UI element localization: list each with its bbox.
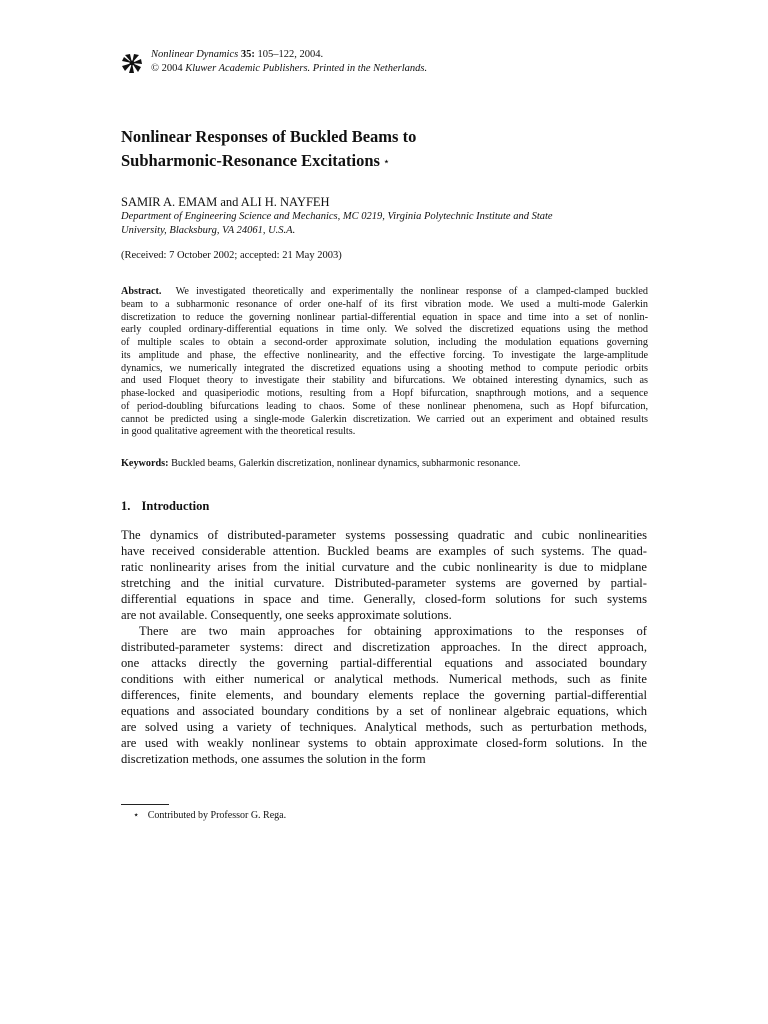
body-line: The dynamics of distributed-parameter systems possessing quadratic and cubic nonlinearities <box>121 528 647 542</box>
body-line: are not available. Consequently, one seeks approximate solutions. <box>121 608 452 622</box>
publisher-logo-icon <box>121 52 143 74</box>
body-line: are solved using a variety of techniques. Analytical methods, such as perturbation methods, <box>121 720 647 734</box>
abstract <box>121 286 648 439</box>
abstract-line: beam to a subharmonic resonance of order one-half of its first vibration mode. We used a multi-mode Galerkin <box>121 298 648 310</box>
abstract-line: phase-locked and quasiperiodic motions, resulting from a Hopf bifurcation, snapthrough motions, and a sequence <box>121 388 648 399</box>
printed-location: Printed in the Netherlands. <box>312 63 428 74</box>
publisher-name: Kluwer Academic Publishers. <box>185 63 311 74</box>
body-line: equations and associated boundary conditions by a set of nonlinear algebraic equations, which <box>121 704 647 718</box>
abstract-line: discretization to reduce the governing nonlinear partial-differential equation in space and time into a set of nonlin- <box>121 311 648 323</box>
abstract-line: and used Floquet theory to investigate their stability and bifurcations. We obtained interesting dynamics, such as <box>121 375 648 387</box>
abstract-line: dynamics, we numerically integrated the discretized equations using a shooting method to compute periodic orbits <box>121 362 648 374</box>
authors: SAMIR A. EMAM and ALI H. NAYFEH <box>121 195 330 209</box>
abstract-line: of multiple scales to obtain a second-order approximate solution, including the modulation equations governing <box>121 337 648 348</box>
footnote-mark: ⋆ <box>133 810 140 821</box>
keywords <box>121 457 520 471</box>
section-heading <box>121 498 209 514</box>
abstract-line: cannot be predicted using a single-mode Galerkin discretization. We carried out an experiment and obtained results <box>121 413 648 425</box>
abstract-line: in good qualitative agreement with the theoretical results. <box>121 426 356 438</box>
journal-volume: 35: <box>240 49 255 60</box>
received-dates: (Received: 7 October 2002; accepted: 21 May 2003) <box>121 250 342 261</box>
section-number: 1. <box>121 499 131 513</box>
footnote-text: Contributed by Professor G. Rega. <box>147 810 287 821</box>
body-line: discretization methods, one assumes the solution in the form <box>121 752 426 766</box>
keywords-label: Keywords: <box>121 458 169 469</box>
affiliation-line-1: Department of Engineering Science and Mechanics, MC 0219, Virginia Polytechnic Institute and State <box>121 211 553 222</box>
paper-title <box>121 125 661 173</box>
affiliation-line-2: University, Blacksburg, VA 24061, U.S.A. <box>121 224 296 236</box>
body-line: one attacks directly the governing partial-differential equations and associated boundary <box>121 656 647 670</box>
body-line: stretching and the initial curvature. Distributed-parameter systems are governed by partial- <box>121 576 647 590</box>
journal-line-2 <box>151 62 427 76</box>
journal-pages-year: 105–122, 2004. <box>257 49 324 60</box>
abstract-label: Abstract. <box>121 286 162 297</box>
body-line: ratic nonlinearity arises from the initial curvature and the cubic nonlinearity is due to midplane <box>121 560 647 574</box>
abstract-line <box>121 286 648 299</box>
abstract-line-text: We investigated theoretically and experimentally the nonlinear response of a clamped-clamped buckled <box>175 286 648 297</box>
abstract-line: of period-doubling bifurcations leading to chaos. Some of these nonlinear phenomena, such as Hopf bifurcation, <box>121 400 648 412</box>
body-text <box>121 527 647 767</box>
copyright-text: © 2004 <box>151 63 183 74</box>
body-line: differences, finite elements, and boundary elements replace the governing partial-differential <box>121 688 647 702</box>
body-line: have received considerable attention. Buckled beams are examples of such systems. The quad- <box>121 544 647 558</box>
journal-name: Nonlinear Dynamics <box>151 49 239 60</box>
title-line-2 <box>121 149 661 173</box>
footnote-rule <box>121 804 169 805</box>
journal-citation <box>151 48 427 76</box>
section-title: Introduction <box>141 499 210 513</box>
keywords-text: Buckled beams, Galerkin discretization, nonlinear dynamics, subharmonic resonance. <box>171 458 521 469</box>
abstract-line: its amplitude and phase, the effective nonlinearity, and the effective forcing. To investigate the large-amplitude <box>121 349 648 361</box>
title-line-1: Nonlinear Responses of Buckled Beams to <box>121 127 417 146</box>
affiliation <box>121 210 641 237</box>
body-line: differential equations in space and time. Generally, closed-form solutions for such systems <box>121 592 647 606</box>
title-line-2-text: Subharmonic-Resonance Excitations <box>121 151 380 170</box>
footnote <box>133 809 286 822</box>
journal-line-1 <box>151 48 427 62</box>
body-line: conditions with either numerical or analytical methods. Numerical methods, such as finite <box>121 672 647 686</box>
body-line: distributed-parameter systems: direct and discretization approaches. In the direct approach, <box>121 640 647 654</box>
body-line: are used with weakly nonlinear systems to obtain approximate closed-form solutions. In the <box>121 736 647 750</box>
title-footnote-mark: ⋆ <box>382 156 390 168</box>
body-line: There are two main approaches for obtaining approximations to the responses of <box>139 624 647 638</box>
abstract-line: early coupled ordinary-differential equations in time only. We solved the discretized equations using the method <box>121 324 648 336</box>
